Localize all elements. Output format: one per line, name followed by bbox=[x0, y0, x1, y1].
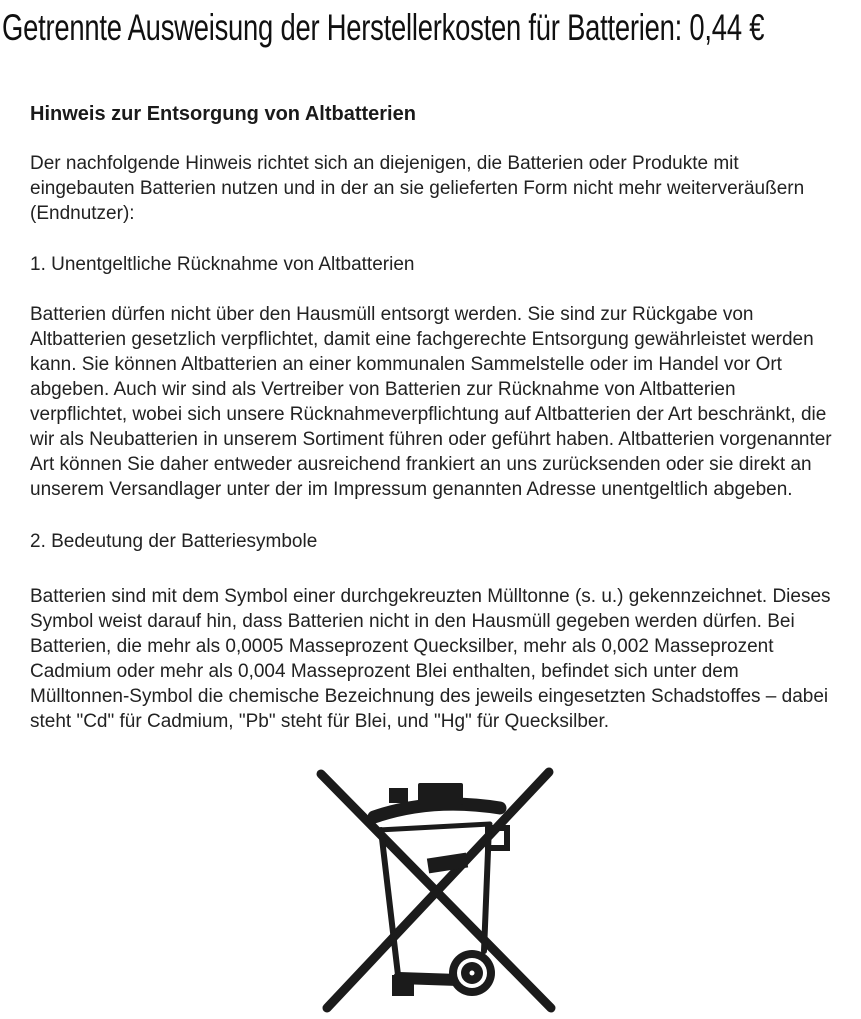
crossed-out-wheelie-bin-icon bbox=[30, 767, 836, 1019]
page-title bbox=[0, 0, 861, 49]
bin-lid bbox=[374, 804, 500, 817]
bin-outline-group bbox=[321, 772, 551, 1008]
crossed-out-wheelie-bin-svg bbox=[310, 767, 556, 1019]
bin-rim bbox=[379, 824, 490, 830]
section1-title: 1. Unentgeltliche Rücknahme von Altbatterien bbox=[30, 254, 415, 275]
bin-wheel-axle bbox=[470, 971, 475, 976]
bin-inner-bar bbox=[428, 860, 467, 866]
notice-intro-paragraph: Der nachfolgende Hinweis richtet sich an diejenigen, die Batterien oder Produkte mit eingebauten Batterien nutzen und in der an sie gelieferten Form nicht mehr weiterveräußern (Endnutzer): bbox=[30, 153, 805, 224]
bin-foot bbox=[392, 975, 414, 996]
section1-body-paragraph: Batterien dürfen nicht über den Hausmüll entsorgt werden. Sie sind zur Rückgabe von Altbatterien gesetzlich verpflichtet, damit eine fachgerechte Entsorgung gewährleistet werden kann. Sie können Altbatterien an einer kommunalen Sammelstelle oder im Handel vor Ort abgeben. Auch wir sind als Vertreiber von Batterien zur Rücknahme von Altbatterien verpflichtet, wobei sich unsere Rücknahmeverpflichtung auf Altbatterien der Art beschränkt, die wir als Neubatterien in unserem Sortiment führen oder geführt haben. Altbatterien vorgenannter Art können Sie daher entweder ausreichend frankiert an uns zurücksenden oder sie direkt an unserem Versandlager unter der im Impressum genannten Adresse unentgeltlich abgeben. bbox=[30, 304, 832, 500]
lid-knob-large bbox=[418, 783, 463, 805]
page-title-text: Getrennte Ausweisung der Herstellerkosten für Batterien: 0,44 € bbox=[2, 7, 765, 48]
bin-side-handle bbox=[488, 828, 507, 848]
section2-title: 2. Bedeutung der Batteriesymbole bbox=[30, 531, 318, 552]
notice-section bbox=[30, 102, 836, 1019]
notice-heading: Hinweis zur Entsorgung von Altbatterien bbox=[30, 103, 416, 125]
lid-knob-small bbox=[389, 788, 408, 803]
section2-body-paragraph: Batterien sind mit dem Symbol einer durchgekreuzten Mülltonne (s. u.) gekennzeichnet. Dieses Symbol weist darauf hin, dass Batterien nicht in den Hausmüll gegeben werden dürfen. Bei Batterien, die mehr als 0,0005 Masseprozent Quecksilber, mehr als 0,002 Masseprozent Cadmium oder mehr als 0,004 Masseprozent Blei enthalten, befindet sich unter dem Mülltonnen-Symbol die chemische Bezeichnung des jeweils eingesetzten Schadstoffes – dabei steht "Cd" für Cadmium, "Pb" steht für Blei, und "Hg" für Quecksilber. bbox=[30, 586, 831, 732]
